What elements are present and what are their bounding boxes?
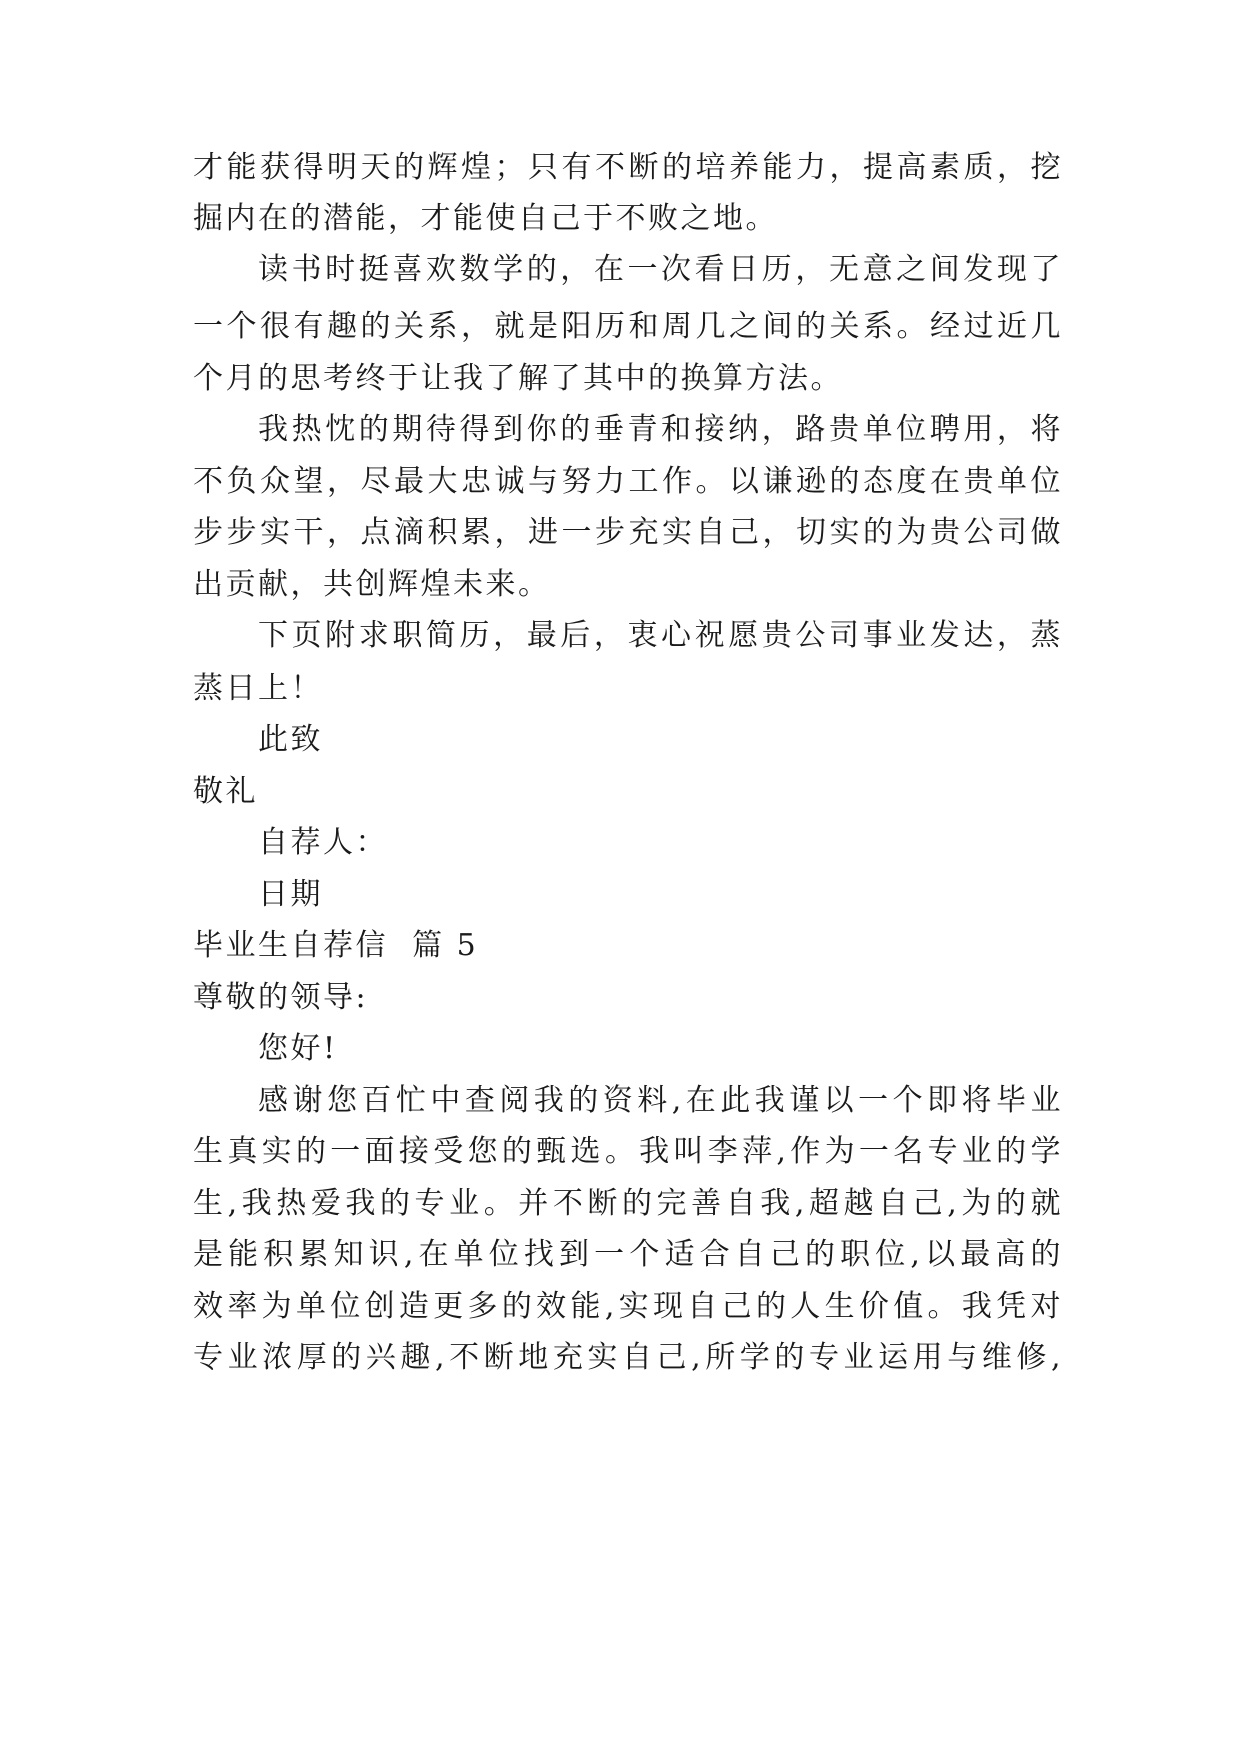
text-line: 是能积累知识,在单位找到一个适合自己的职位,以最高的 xyxy=(193,1237,1063,1272)
text-line: 下页附求职简历，最后，衷心祝愿贵公司事业发达，蒸 xyxy=(258,618,1063,653)
text-line: 读书时挺喜欢数学的，在一次看日历，无意之间发现了 xyxy=(258,252,1063,287)
text-line: 效率为单位创造更多的效能,实现自己的人生价值。我凭对 xyxy=(193,1289,1063,1324)
closing-line: 此致 xyxy=(258,722,323,757)
text-line: 蒸日上！ xyxy=(193,671,323,706)
date-line: 日期 xyxy=(258,877,323,912)
text-line: 一个很有趣的关系，就是阳历和周几之间的关系。经过近几 xyxy=(193,309,1063,344)
salutation: 尊敬的领导: xyxy=(193,980,369,1015)
text-line: 生真实的一面接受您的甄选。我叫李萍,作为一名专业的学 xyxy=(193,1134,1063,1169)
text-line: 感谢您百忙中查阅我的资料,在此我谨以一个即将毕业 xyxy=(258,1083,1063,1118)
text-line: 掘内在的潜能，才能使自己于不败之地。 xyxy=(193,201,778,236)
text-line: 个月的思考终于让我了解了其中的换算方法。 xyxy=(193,361,843,396)
signature-line: 自荐人： xyxy=(258,825,388,860)
text-line: 专业浓厚的兴趣,不断地充实自己,所学的专业运用与维修, xyxy=(193,1340,1063,1375)
closing-line: 敬礼 xyxy=(193,774,258,809)
text-line: 步步实干，点滴积累，进一步充实自己，切实的为贵公司做 xyxy=(193,515,1063,550)
greeting: 您好! xyxy=(258,1031,338,1066)
section-title: 毕业生自荐信 篇 5 xyxy=(193,928,479,963)
text-line: 不负众望，尽最大忠诚与努力工作。以谦逊的态度在贵单位 xyxy=(193,464,1063,499)
text-line: 出贡献，共创辉煌未来。 xyxy=(193,567,551,602)
text-line: 才能获得明天的辉煌；只有不断的培养能力，提高素质，挖 xyxy=(193,150,1063,185)
text-line: 生,我热爱我的专业。并不断的完善自我,超越自己,为的就 xyxy=(193,1186,1063,1221)
text-line: 我热忱的期待得到你的垂青和接纳，路贵单位聘用，将 xyxy=(258,412,1063,447)
